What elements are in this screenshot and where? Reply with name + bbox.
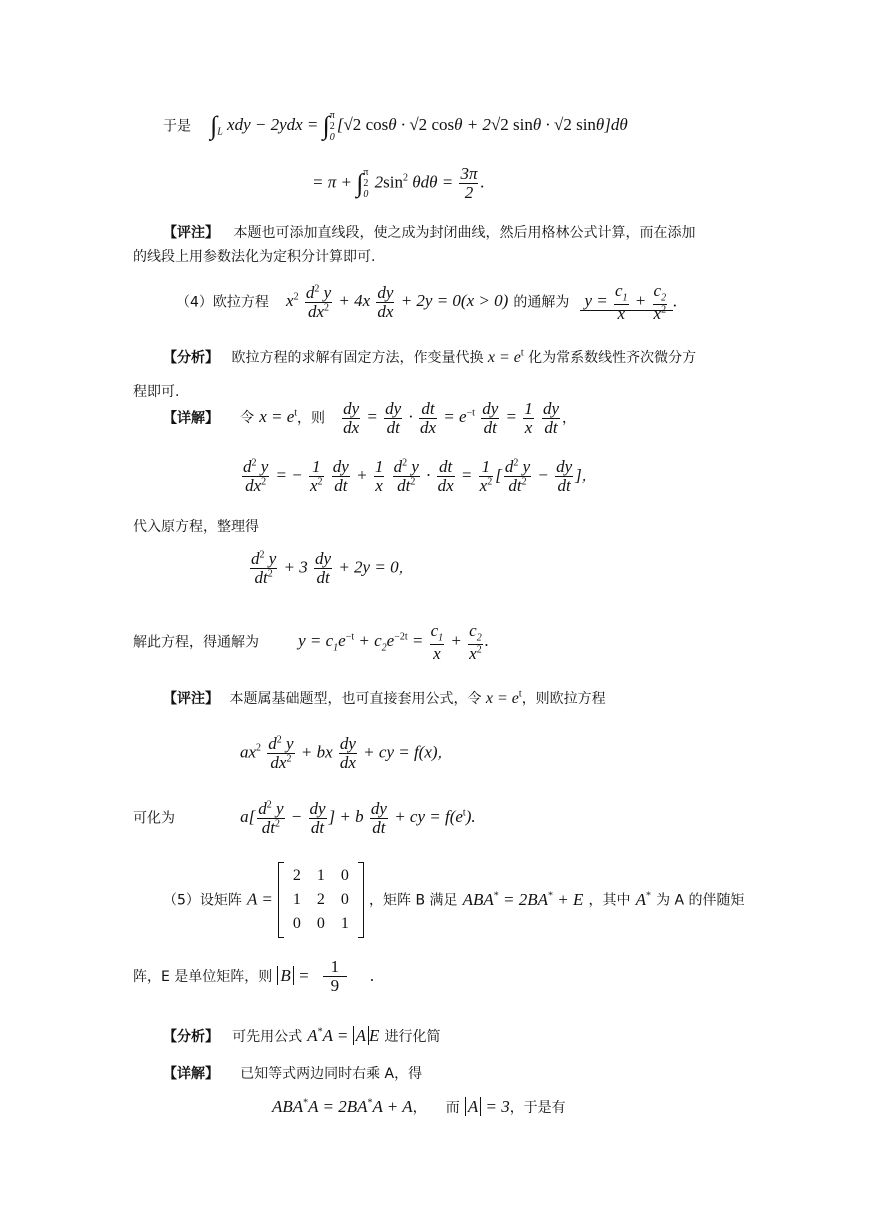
- remark-2-converted: 可化为 a[ $\frac{d^2 y}{dt^2}$ − $\frac{dy}{dt}$ ] + b $\frac{dy}{dt}$ + cy = $f(e^t)$.: [133, 799, 476, 837]
- remark-1-line-a: 【评注】 本题也可添加直线段，使之成为封闭曲线，然后用格林公式计算，而在添加: [163, 225, 696, 241]
- remark-2-euler-eq: $ax^2$ $\frac{d^2 y}{dx^2}$ + bx $\frac{dy}{dx}$ + cy = f(x)，: [240, 734, 452, 772]
- answer-fraction: $\frac{1}{9}$: [323, 958, 348, 995]
- solution-1-general: 解此方程，得通解为 $y = c_1e^{-t} + c_2e^{-2t}$ = $\frac{c_1}{x}$ + $\frac{c_2}{x^2}$ .: [133, 621, 489, 663]
- equation-result: = π + ∫π 2 0 $2\sin^2$ θdθ = $\frac{3\pi}{2}$ .: [312, 164, 485, 202]
- equation-line-integral: 于是 $\int_L$ xdy − 2ydx = ∫π 2 0[√2 cosθ · √2 cosθ + 2√2 sinθ · √2 sinθ]dθ: [163, 110, 628, 143]
- solution-1-ode: $\frac{d^2 y}{dt^2}$ + 3 $\frac{dy}{dt}$ + 2y = 0，: [251, 549, 413, 587]
- solution-2-line-a: 【详解】 已知等式两边同时右乘 A，得: [163, 1066, 423, 1082]
- solution-2-line-b: ABA*A = 2BA*A + A， 而 A = 3，于是有: [272, 1097, 566, 1116]
- matrix-a: 2 1 0 1 2 0 0 0 1: [278, 862, 364, 938]
- analysis-1-line-b: 程即可.: [133, 384, 180, 400]
- analysis-2: 【分析】 可先用公式 A*A = A E 进行化简: [163, 1026, 441, 1045]
- question-4: （4）欧拉方程 $x^2$ $\frac{d^2 y}{dx^2}$ + 4x $\frac{dy}{dx}$ + 2y = 0(x > 0) 的通解为 y = $\frac{c_1}{x}$ + $\frac{c_2}{x^2}$ .: [176, 281, 678, 323]
- text-yushi: 于是: [163, 118, 191, 135]
- analysis-1-line-a: 【分析】 欧拉方程的求解有固定方法，作变量代换 $x = e^t$ 化为常系数线性齐次微分方: [163, 347, 697, 366]
- question-5: （5）设矩阵 A = 2 1 0 1 2 0 0 0 1 ，矩阵 B 满足 ABA* = 2BA* + E ，其中 A* 为 A 的伴随矩: [163, 862, 745, 938]
- remark-1-line-b: 的线段上用参数法化为定积分计算即可.: [133, 249, 376, 265]
- question-5-line-b: 阵，E 是单位矩阵，则 B = $\frac{1}{9}$ .: [133, 957, 375, 995]
- solution-1-line-a: 【详解】 令 $x = e^t$，则 $\frac{dy}{dx}$ = $\frac{dy}{dt}$ · $\frac{dt}{dx}$ = $e^{-t}$ $\frac{dy}{dt}$ = $\frac{1}{x}$ $\frac{dy}{dt}$ ，: [163, 399, 577, 437]
- solution-1-second-derivative: $\frac{d^2 y}{dx^2}$ = − $\frac{1}{x^2}$ $\frac{dy}{dt}$ + $\frac{1}{x}$ $\frac{d^2 y}{dt^2}$ · $\frac{dt}{dx}$ = $\frac{1}{x^2}$ [ $\frac{d^2 y}{dt^2}$ − $\frac{dy}{dt}$ ]，: [243, 457, 596, 495]
- remark-2: 【评注】 本题属基础题型，也可直接套用公式，令 $x = e^t$，则欧拉方程: [163, 688, 606, 707]
- solution-1-substitute: 代入原方程，整理得: [133, 519, 259, 535]
